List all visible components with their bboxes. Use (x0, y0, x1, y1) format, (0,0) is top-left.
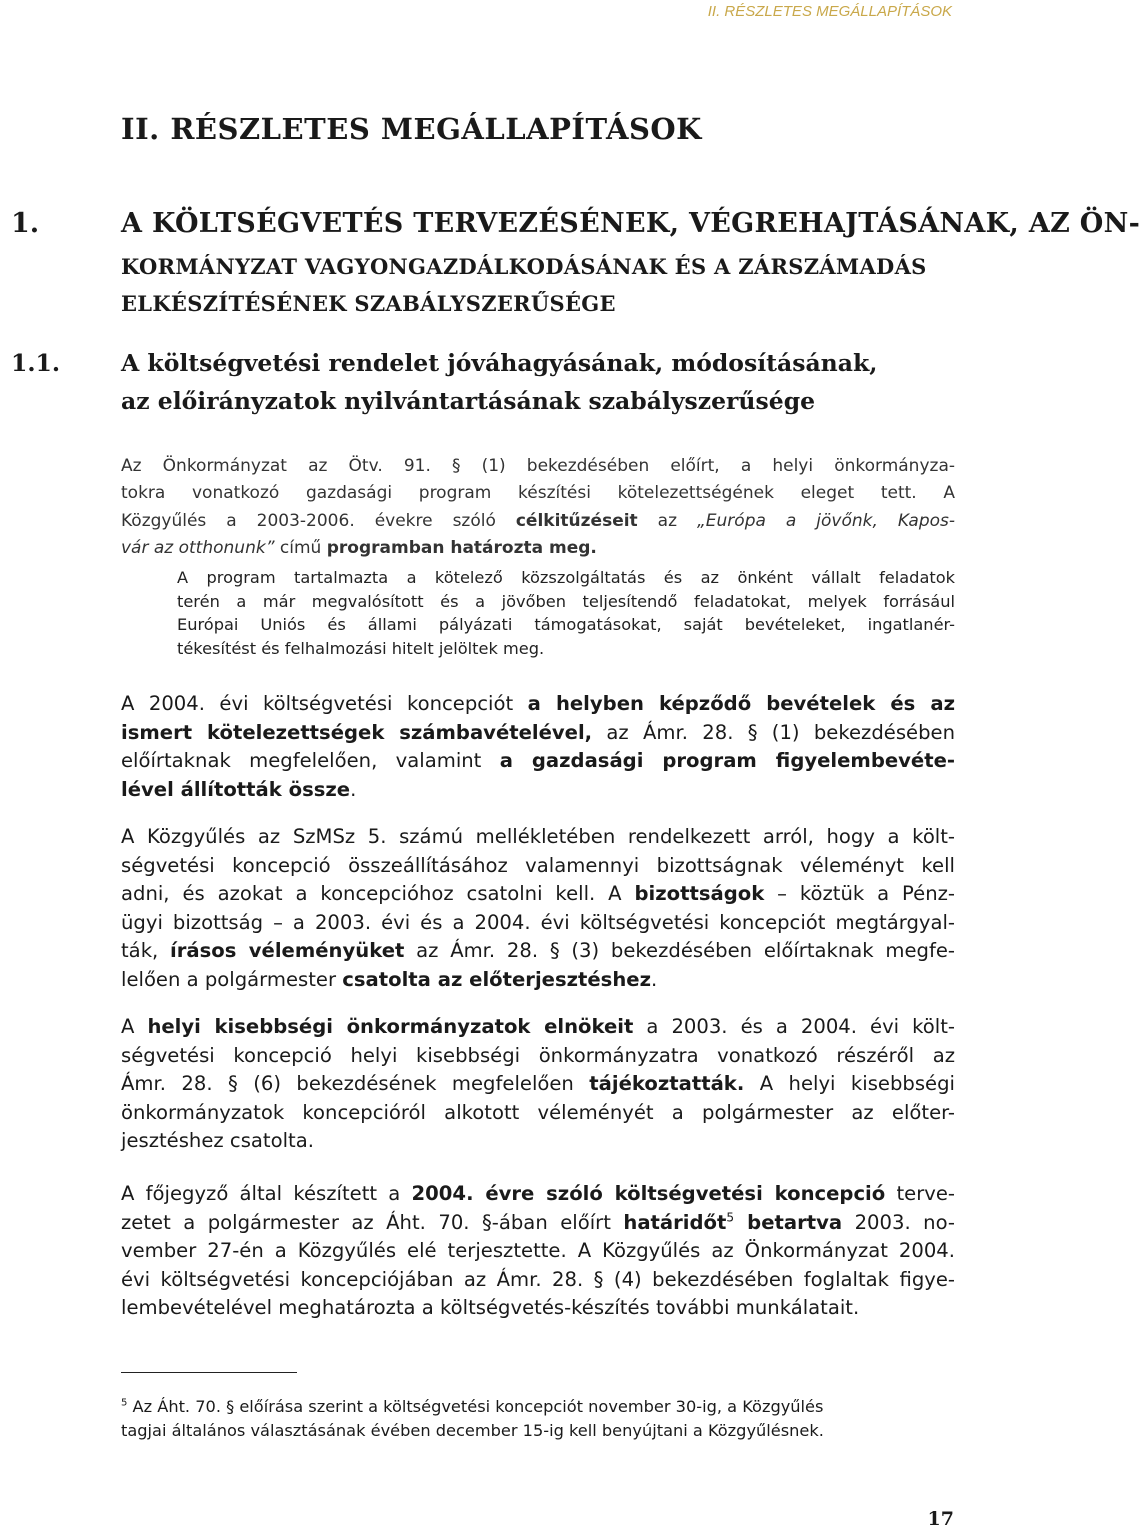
text-run: adni, és azokat a koncepcióhoz csatolni kell. A (121, 882, 635, 906)
text-line (121, 508, 955, 535)
text-run: A (121, 1015, 148, 1038)
text-line (121, 880, 955, 909)
bold-run: a helyben képződő bevételek és az (527, 692, 955, 715)
text-line: terén a már megvalósított és a jövőben teljesítendő feladatokat, melyek forrásául (177, 591, 955, 611)
text-line (121, 1395, 955, 1419)
bold-run: csatolta az előterjesztéshez (342, 967, 651, 991)
text-run: című (274, 537, 327, 558)
text-run: az Ámr. 28. § (1) bekezdésében (592, 720, 955, 744)
text-line: tékesítést és felhalmozási hitelt jelöltek meg. (177, 638, 545, 658)
bold-run: határidőt (623, 1210, 727, 1234)
footnote-mark: 5 (121, 1397, 128, 1409)
subsection-number: 1.1. (11, 349, 61, 377)
footnote (121, 1395, 955, 1442)
bold-run: bizottságok (634, 882, 765, 906)
text-run: A 2004. évi költségvetési koncepciót (121, 692, 528, 715)
text-line (121, 535, 955, 562)
text-line: tokra vonatkozó gazdasági program készítési kötelezettségének eleget tett. A (121, 483, 955, 504)
text-line (121, 937, 955, 966)
text-line: A program tartalmazta a kötelező közszolgáltatás és az önként vállalt feladatok (177, 568, 955, 587)
section-number: 1. (11, 208, 40, 239)
text-run: az (637, 510, 697, 531)
text-run: előírtaknak megfelelően, valamint (121, 749, 500, 773)
text-run: Ámr. 28. § (6) bekezdésének megfelelően (121, 1072, 590, 1096)
bold-run: betartva (734, 1210, 843, 1234)
bold-run: 2004. évre szóló költségvetési koncepció (411, 1182, 886, 1205)
text-line (121, 776, 955, 805)
paragraph-concept-2004 (121, 690, 955, 804)
bold-run: tájékoztatták. (589, 1072, 745, 1096)
text-run: – köztük a Pénz- (764, 882, 955, 906)
text-line: Európai Uniós és állami pályázati támogatásokat, saját bevételeket, ingatlanér- (177, 615, 955, 634)
bold-run: ismert kötelezettségek számbavételével, (121, 720, 593, 744)
text-line: lembevételével meghatározta a költségvetés-készítés további munkálatait. (121, 1296, 860, 1320)
section-title-line: KORMÁNYZAT VAGYONGAZDÁLKODÁSÁNAK ÉS A ZÁRSZÁMADÁS (121, 254, 927, 279)
section-title-line: ELKÉSZÍTÉSÉNEK SZABÁLYSZERŰSÉGE (121, 291, 616, 316)
section-title-line: A KÖLTSÉGVETÉS TERVEZÉSÉNEK, VÉGREHAJTÁSÁNAK, AZ ÖN- (121, 208, 1140, 239)
paragraph-szmsz (121, 823, 955, 995)
bold-run: a gazdasági program figyelembevéte- (499, 749, 955, 773)
text-run: a 2003. és a 2004. évi költ- (633, 1015, 955, 1038)
text-line: évi költségvetési koncepciójában az Ámr. 28. § (4) bekezdésében foglaltak figye- (121, 1267, 955, 1291)
text-line (121, 966, 955, 995)
footnote-divider (121, 1372, 297, 1373)
text-run: 2003. no- (842, 1210, 956, 1234)
bold-run: helyi kisebbségi önkormányzatok elnökeit (147, 1015, 634, 1038)
text-run: lelően a polgármester (121, 967, 343, 991)
text-line: ügyi bizottság – a 2003. évi és a 2004. évi költségvetési koncepciót megtárgyal- (121, 910, 955, 934)
text-line (121, 1070, 955, 1099)
text-run: ták, (121, 939, 171, 963)
bold-run: célkitűzéseit (515, 510, 638, 531)
text-line (121, 747, 955, 776)
text-line: Az Önkormányzat az Ötv. 91. § (1) bekezdésében előírt, a helyi önkormányza- (121, 456, 955, 476)
bold-run: programban határozta meg. (326, 537, 597, 558)
text-line: jesztéshez csatolta. (121, 1129, 314, 1153)
text-line: tagjai általános választásának évében december 15-ig kell benyújtani a Közgyűlésnek. (121, 1420, 824, 1440)
paragraph-minority (121, 1013, 955, 1156)
text-line (121, 1180, 955, 1209)
text-run: A főjegyző által készített a (121, 1182, 412, 1205)
text-run: . (650, 967, 658, 991)
text-run: terve- (885, 1182, 955, 1205)
text-run: Az Áht. 70. § előírása szerint a költségvetési koncepciót november 30-ig, a Közgyűlés (127, 1397, 824, 1416)
text-line (121, 1013, 955, 1042)
text-run: Közgyűlés a 2003-2006. évekre szóló (121, 510, 516, 531)
text-line: önkormányzatok koncepcióról alkotott véleményét a polgármester az előter- (121, 1100, 955, 1124)
footnote-reference[interactable]: 5 (726, 1210, 735, 1225)
bold-run: írásos véleményüket (170, 939, 405, 963)
text-run: zetet a polgármester az Áht. 70. §-ában előírt (121, 1210, 624, 1234)
text-line: ségvetési koncepció helyi kisebbségi önkormányzatra vonatkozó részéről az (121, 1043, 955, 1067)
italic-run: vár az otthonunk” (121, 537, 275, 558)
subsection-title-line: az előirányzatok nyilvántartásának szabályszerűsége (121, 387, 816, 415)
text-line (121, 1209, 955, 1238)
text-line: ségvetési koncepció összeállításához valamennyi bizottságnak véleményt kell (121, 853, 955, 877)
text-line: A Közgyűlés az SzMSz 5. számú mellékletében rendelkezett arról, hogy a költ- (121, 825, 955, 848)
bold-run: lével állították össze (121, 777, 351, 801)
paragraph-program (177, 566, 955, 660)
subsection-title-line: A költségvetési rendelet jóváhagyásának, módosításának, (121, 349, 878, 377)
text-run: A helyi kisebbségi (744, 1072, 955, 1096)
running-head: II. RÉSZLETES MEGÁLLAPÍTÁSOK (707, 3, 952, 20)
paragraph-intro (121, 453, 955, 562)
text-run: az Ámr. 28. § (3) bekezdésében előírtaknak megfe- (404, 939, 955, 963)
paragraph-chief-notary (121, 1180, 955, 1323)
text-run: . (350, 777, 357, 801)
italic-run: „Európa a jövőnk, Kapos- (696, 510, 955, 531)
text-line (121, 690, 955, 719)
text-line: vember 27-én a Közgyűlés elé terjesztette. A Közgyűlés az Önkormányzat 2004. (121, 1239, 955, 1263)
page-number: 17 (927, 1508, 954, 1530)
chapter-title: II. RÉSZLETES MEGÁLLAPÍTÁSOK (121, 112, 702, 146)
text-line (121, 719, 955, 748)
